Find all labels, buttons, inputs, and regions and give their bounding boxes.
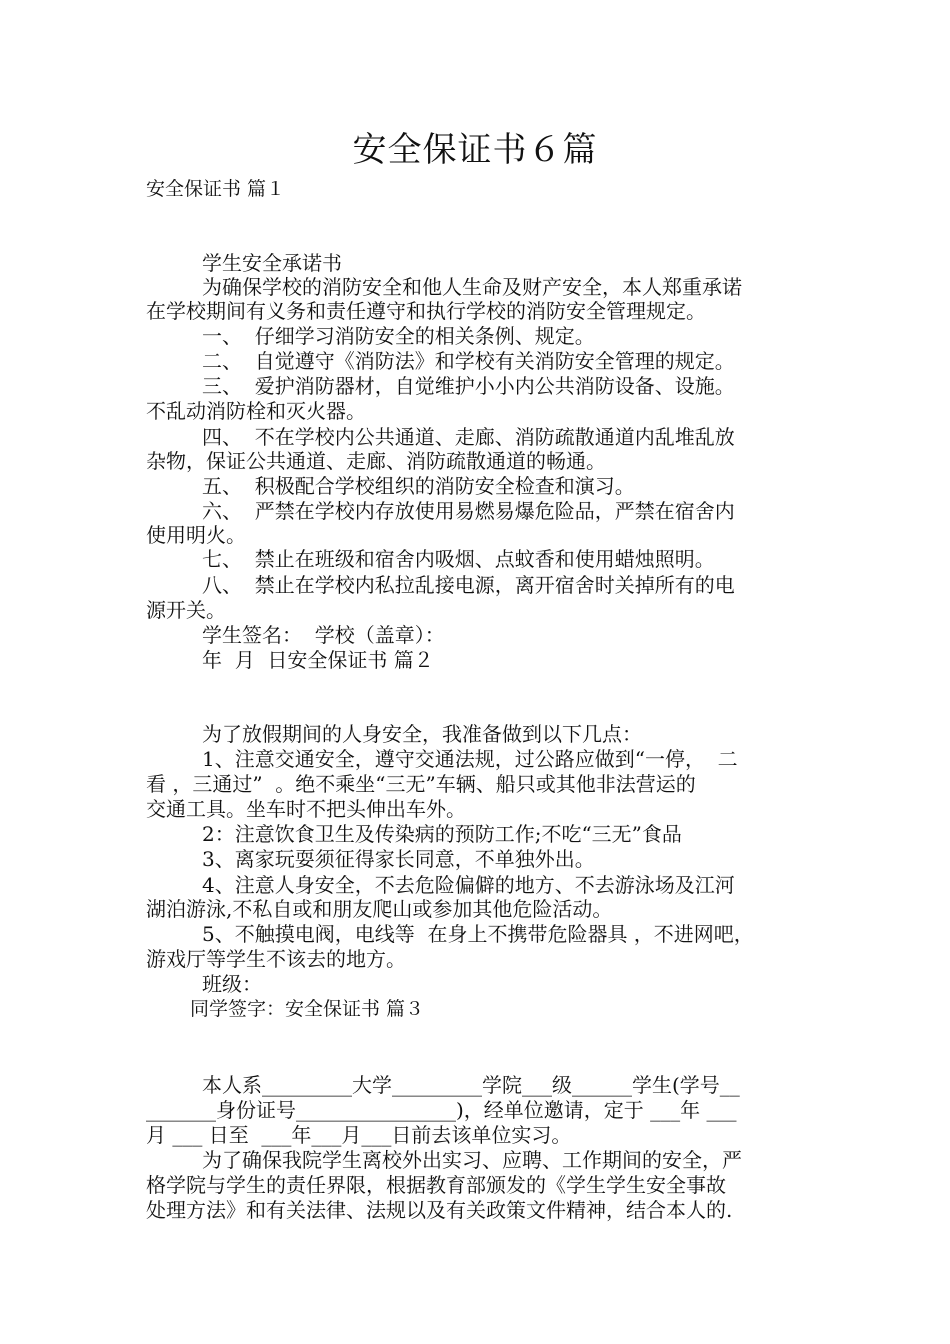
signature-line: 学生签名： 学校（盖章）： <box>202 623 445 647</box>
paragraph-line: 七、 禁止在班级和宿舍内吸烟、点蚊香和使用蜡烛照明。 <box>202 547 715 571</box>
paragraph-line: 一、 仔细学习消防安全的相关条例、规定。 <box>202 324 595 348</box>
paragraph-line: 月 ___ 日至 ___年___月___日前去该单位实习。 <box>146 1123 572 1147</box>
paragraph-line: 二、 自觉遵守《消防法》和学校有关消防安全管理的规定。 <box>202 349 735 373</box>
paragraph-line: 2：注意饮食卫生及传染病的预防工作;不吃“三无”食品 <box>202 822 682 846</box>
paragraph-line: 1、注意交通安全，遵守交通法规，过公路应做到“一停， 二 <box>202 747 738 771</box>
paragraph-line: 使用明火。 <box>146 523 246 547</box>
paragraph-line: 湖泊游泳,不私自或和朋友爬山或参加其他危险活动。 <box>146 897 613 921</box>
paragraph-line: 为了放假期间的人身安全，我准备做到以下几点： <box>202 722 642 746</box>
paragraph-line: 本人系_________大学_________学院___级______学生(学号__ <box>202 1073 740 1097</box>
paragraph-line: 游戏厅等学生不该去的地方。 <box>146 947 406 971</box>
section-heading-1: 安全保证书 篇１ <box>146 178 286 200</box>
paragraph-line: 4、注意人身安全，不去危险偏僻的地方、不去游泳场及江河 <box>202 873 735 897</box>
paragraph-line: 源开关。 <box>146 598 226 622</box>
paragraph-line: 看 ，三通过” 。绝不乘坐“三无”车辆、船只或其他非法营运的 <box>146 772 696 796</box>
paragraph-line: 杂物，保证公共通道、走廊、消防疏散通道的畅通。 <box>146 449 606 473</box>
paragraph-line: 格学院与学生的责任界限，根据教育部颁发的《学生学生安全事故 <box>146 1173 726 1197</box>
class-label: 班级： <box>202 972 262 996</box>
paragraph-line: 为确保学校的消防安全和他人生命及财产安全，本人郑重承诺 <box>202 275 742 299</box>
paragraph-line: 八、 禁止在学校内私拉乱接电源，离开宿舍时关掉所有的电 <box>202 573 735 597</box>
paragraph-line: 四、 不在学校内公共通道、走廊、消防疏散通道内乱堆乱放 <box>202 425 735 449</box>
paragraph-line: 六、 严禁在学校内存放使用易燃易爆危险品，严禁在宿舍内 <box>202 499 735 523</box>
paragraph-line: 学生安全承诺书 <box>202 251 342 275</box>
paragraph-line: _______身份证号________________)，经单位邀请，定于 ___年 ___ <box>146 1098 737 1122</box>
paragraph-line: 3、离家玩耍须征得家长同意，不单独外出。 <box>202 847 595 871</box>
paragraph-line: 不乱动消防栓和灭火器。 <box>146 399 366 423</box>
paragraph-line: 三、 爱护消防器材，自觉维护小小内公共消防设备、设施。 <box>202 374 735 398</box>
document-title: 安全保证书６篇 <box>352 130 598 170</box>
paragraph-line: 五、 积极配合学校组织的消防安全检查和演习。 <box>202 474 635 498</box>
paragraph-line: 5、不触摸电阀，电线等 在身上不携带危险器具 ，不进网吧， <box>202 922 754 946</box>
paragraph-line: 为了确保我院学生离校外出实习、应聘、工作期间的安全，严 <box>202 1148 742 1172</box>
paragraph-line: 在学校期间有义务和责任遵守和执行学校的消防安全管理规定。 <box>146 299 706 323</box>
paragraph-line: 交通工具。坐车时不把头伸出车外。 <box>146 797 466 821</box>
section-heading-3: 同学签字：安全保证书 篇３ <box>190 998 425 1020</box>
paragraph-line: 处理方法》和有关法律、法规以及有关政策文件精神，结合本人的. <box>146 1198 733 1222</box>
section-heading-2: 年 月 日安全保证书 篇２ <box>202 648 434 672</box>
